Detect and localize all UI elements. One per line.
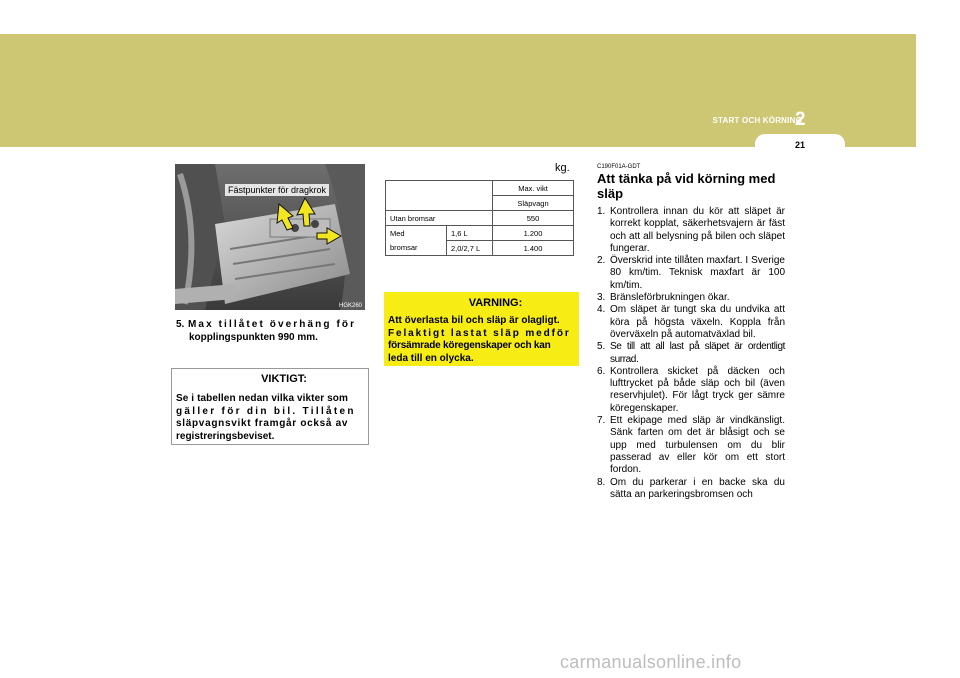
table-cell: 1.200	[493, 226, 574, 241]
step-number: 6.	[597, 365, 606, 377]
table-corner	[386, 181, 493, 211]
weight-table	[385, 180, 574, 256]
header-band	[0, 34, 916, 147]
table-cell: 1,6 L	[447, 226, 493, 241]
viktigt-line: registreringsbeviset.	[176, 430, 275, 442]
varning-notice	[384, 292, 579, 366]
item-5-number: 5.	[176, 319, 185, 330]
list-item	[597, 477, 785, 502]
step-number: 1.	[597, 206, 606, 217]
steps-list	[597, 206, 785, 501]
viktigt-line: gäller för din bil. Tillåten	[176, 405, 356, 417]
watermark[interactable]: carmanualsonline.info	[560, 652, 742, 672]
viktigt-line: släpvagnsvikt framgår också av	[176, 418, 349, 429]
section-code: C190F01A-GDT	[597, 164, 641, 170]
step-text: Kontrollera skicket på däcken och lufttrycket på både släp och bil (även reservhjulet). För lågt tryck ger sämre köregenskaper.	[610, 365, 785, 414]
table-row-label: Utan bromsar	[386, 211, 493, 226]
item-5-line2: kopplingspunkten 990 mm.	[189, 332, 318, 343]
step-text: Kontrollera innan du kör att släpet är korrekt kopplat, säkerhetsvajern är fäst och att all belysning på bilen och släpet fungerar.	[610, 206, 785, 254]
step-text: Se till att all last på släpet är ordentligt surrad.	[610, 341, 785, 365]
table-header-trailer: Släpvagn	[493, 196, 574, 211]
list-item	[597, 255, 785, 292]
viktigt-label: VIKTIGT:	[261, 373, 307, 385]
chapter-title: START OCH KÖRNING	[712, 116, 802, 125]
step-number: 7.	[597, 415, 606, 427]
chapter-number: 2	[795, 109, 806, 130]
varning-label: VARNING:	[468, 297, 523, 309]
varning-line: leda till en olycka.	[388, 352, 474, 364]
table-header-max: Max. vikt	[493, 181, 574, 196]
list-item	[597, 304, 785, 341]
step-text: Om du parkerar i en backe ska du sätta an parkeringsbromsen och	[610, 476, 785, 500]
step-text: Överskrid inte tillåten maxfart. I Sverige 80 km/tim. Teknisk maxfart är 100 km/tim.	[610, 255, 785, 291]
list-item	[597, 341, 785, 366]
step-number: 3.	[597, 292, 606, 304]
step-number: 2.	[597, 255, 606, 267]
list-item	[597, 206, 785, 255]
item-5	[176, 318, 366, 344]
step-number: 5.	[597, 341, 606, 353]
step-text: Ett ekipage med släp är vindkänsligt. Sänk farten om det är blåsigt och se upp med turbulensen om du blir passerad av eller kör om ett stort fordon.	[610, 415, 785, 476]
item-5-line1: Max tillåtet överhäng för	[188, 319, 357, 330]
table-row-label: Med	[386, 226, 447, 241]
page-number: 21	[794, 140, 805, 150]
step-number: 8.	[597, 476, 606, 488]
table-cell: 1.400	[493, 241, 574, 256]
step-text: Om släpet är tungt ska du undvika att köra på högsta växeln. Koppla från överväxeln på automatväxlad bil.	[610, 304, 785, 340]
table-row-label: bromsar	[386, 241, 447, 256]
table-cell: 550	[493, 211, 574, 226]
step-text: Bränsleförbrukningen ökar.	[610, 292, 730, 304]
varning-line: Felaktigt lastat släp medför	[388, 327, 571, 339]
section-title: Att tänka på vid körning med släp	[597, 171, 776, 201]
viktigt-notice	[171, 368, 369, 445]
table-cell: 2,0/2,7 L	[447, 241, 493, 256]
unit-label: kg.	[555, 162, 570, 174]
list-item	[597, 292, 785, 304]
varning-line: Att överlasta bil och släp är olagligt.	[388, 315, 560, 326]
photo-caption: Fästpunkter för dragkrok	[225, 184, 329, 196]
viktigt-line: Se i tabellen nedan vilka vikter som	[176, 393, 349, 404]
tow-hook-photo	[175, 164, 365, 310]
list-item	[597, 415, 785, 476]
varning-line: försämrade köregenskaper och kan	[388, 340, 551, 351]
step-number: 4.	[597, 304, 606, 316]
photo-code: HGK260	[338, 303, 362, 309]
list-item	[597, 366, 785, 415]
